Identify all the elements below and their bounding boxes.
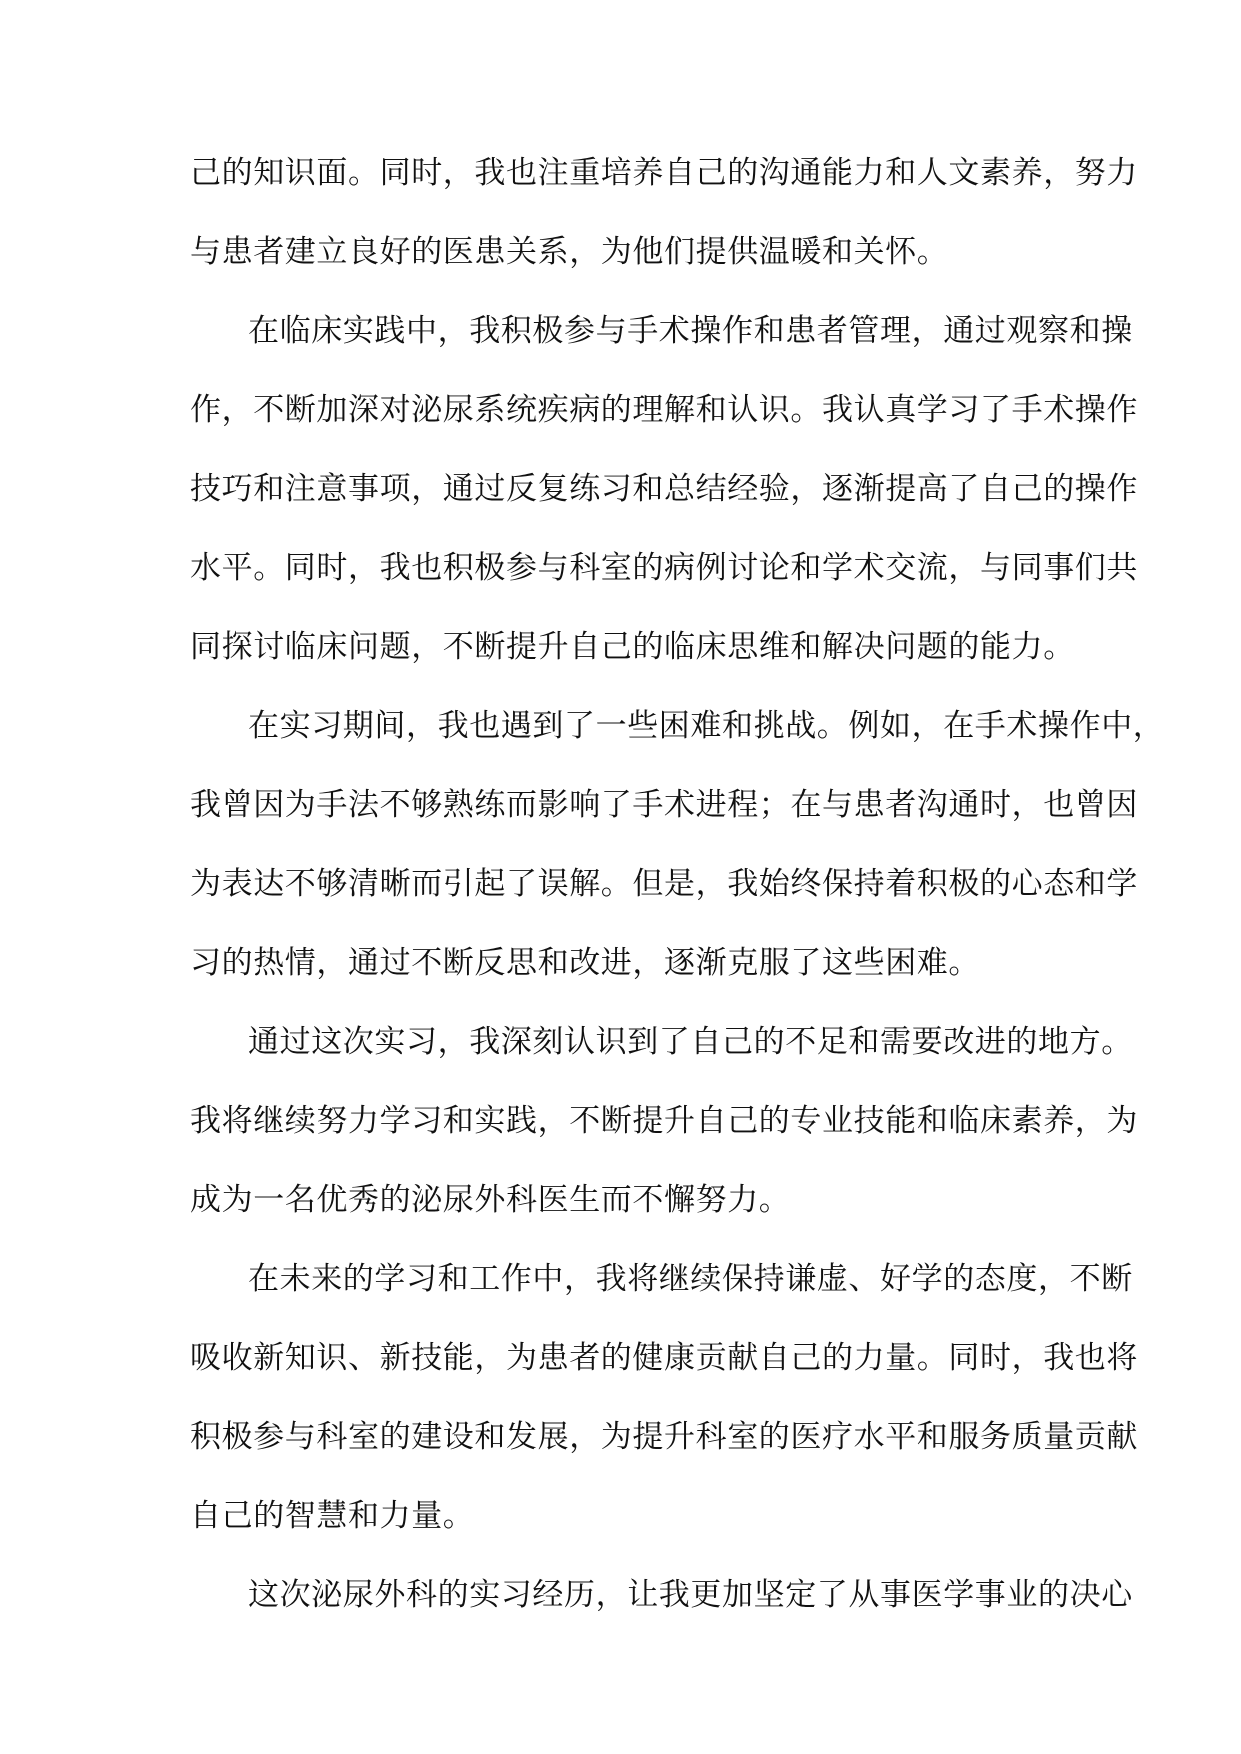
text-line: 积极参与科室的建设和发展，为提升科室的医疗水平和服务质量贡献 bbox=[190, 1419, 1138, 1455]
text-line: 水平。同时，我也积极参与科室的病例讨论和学术交流，与同事们共 bbox=[190, 550, 1138, 586]
text-line: 吸收新知识、新技能，为患者的健康贡献自己的力量。同时，我也将 bbox=[190, 1340, 1138, 1376]
text-line: 我曾因为手法不够熟练而影响了手术进程；在与患者沟通时，也曾因 bbox=[190, 787, 1138, 823]
text-line: 习的热情，通过不断反思和改进，逐渐克服了这些困难。 bbox=[190, 945, 980, 981]
paragraph-start-line: 在未来的学习和工作中，我将继续保持谦虚、好学的态度，不断 bbox=[248, 1261, 1133, 1297]
text-line: 自己的智慧和力量。 bbox=[190, 1498, 475, 1534]
text-line: 作，不断加深对泌尿系统疾病的理解和认识。我认真学习了手术操作 bbox=[190, 392, 1138, 428]
paragraph-start-line: 在实习期间，我也遇到了一些困难和挑战。例如，在手术操作中， bbox=[248, 708, 1165, 744]
text-line: 成为一名优秀的泌尿外科医生而不懈努力。 bbox=[190, 1182, 791, 1218]
paragraph-start-line: 这次泌尿外科的实习经历，让我更加坚定了从事医学事业的决心 bbox=[248, 1577, 1133, 1613]
text-line: 我将继续努力学习和实践，不断提升自己的专业技能和临床素养，为 bbox=[190, 1103, 1138, 1139]
text-line: 与患者建立良好的医患关系，为他们提供温暖和关怀。 bbox=[190, 234, 949, 270]
text-line: 技巧和注意事项，通过反复练习和总结经验，逐渐提高了自己的操作 bbox=[190, 471, 1138, 507]
paragraph-start-line: 通过这次实习，我深刻认识到了自己的不足和需要改进的地方。 bbox=[248, 1024, 1133, 1060]
paragraph-start-line: 在临床实践中，我积极参与手术操作和患者管理，通过观察和操 bbox=[248, 313, 1133, 349]
body-text bbox=[190, 141, 1165, 1642]
text-line: 同探讨临床问题，不断提升自己的临床思维和解决问题的能力。 bbox=[190, 629, 1075, 665]
text-line: 己的知识面。同时，我也注重培养自己的沟通能力和人文素养，努力 bbox=[190, 155, 1138, 191]
text-line: 为表达不够清晰而引起了误解。但是，我始终保持着积极的心态和学 bbox=[190, 866, 1138, 902]
